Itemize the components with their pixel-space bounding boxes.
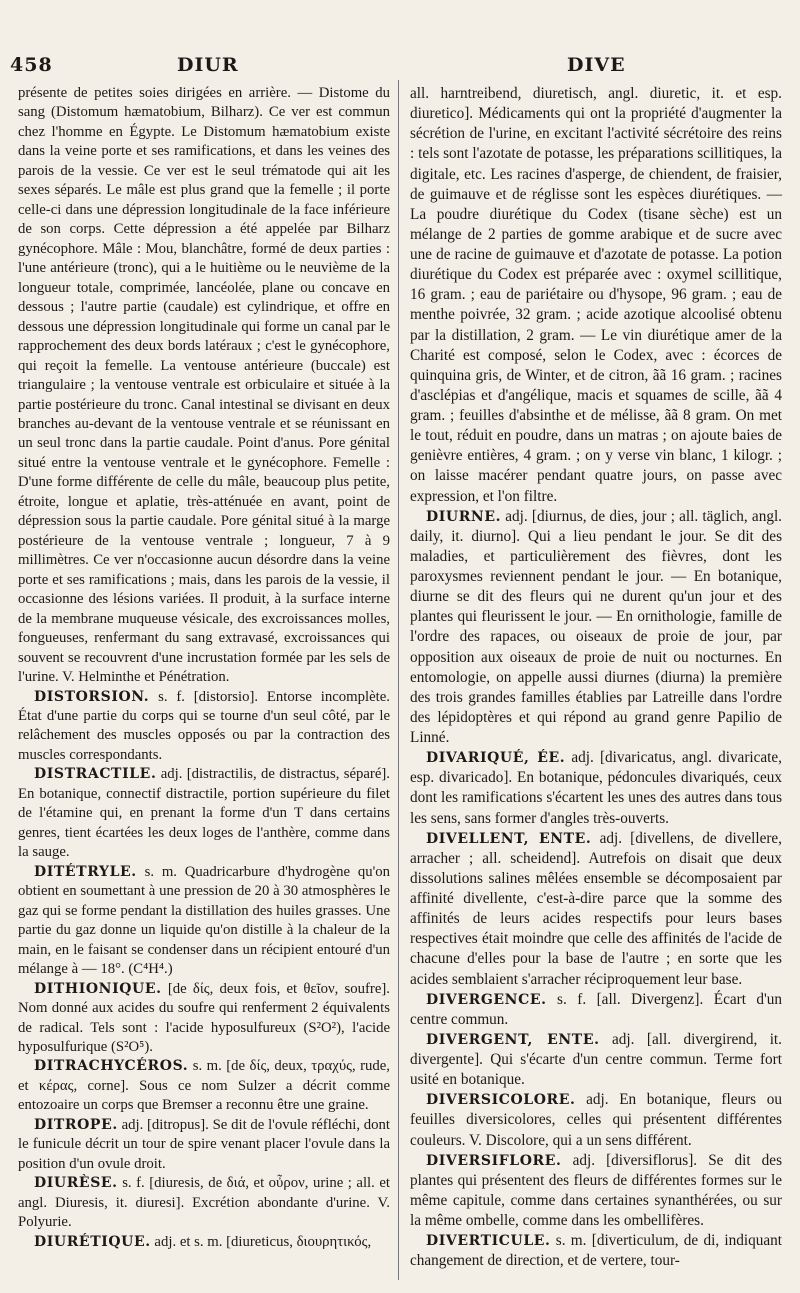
entry-text: adj. [distractilis, de distractus, séparé]. En botanique, connectif distractile, portion supérieure du filet de l'étamine qui, en prenant la forme d'un T dans certains genres, tient écartées les deux loges de l'anthère, comme dans la sauge.: [18, 766, 390, 861]
dictionary-entry: [18, 688, 390, 766]
page-header: [0, 50, 800, 78]
dictionary-entry: [410, 990, 782, 1030]
dictionary-entry: [18, 1116, 390, 1174]
dictionary-entry: [410, 1030, 782, 1090]
entry-text: adj. [diurnus, de dies, jour ; all. täglich, angl. daily, it. diurno]. Qui a lieu pendant le jour. Se dit des maladies, et particulièrement des fièvres, dont les paroxysmes reviennent pendant le jour. — En botanique, diurne se dit des fleurs qui ne durent qu'un jour et des plantes qui fleurissent le jour. — En ornithologie, famille de l'ordre des rapaces, ou oiseaux de proie de jour, par opposition aux oiseaux de proie de nuit ou nocturnes. En entomologie, on appelle aussi diurnes (diurna) la première des trois grandes familles établies par Latreille dans l'ordre des lépidoptères et qui répond au grand genre Papilio de Linné.: [410, 507, 782, 746]
column-divider: [398, 80, 399, 1280]
entry-headword: DITRACHYCÉROS.: [34, 1058, 189, 1075]
entry-headword: DITHIONIQUE.: [34, 980, 162, 997]
entry-headword: DIVERSIFLORE.: [426, 1152, 562, 1169]
entry-text: adj. En botanique, fleurs ou feuilles diversicolores, celles qui présentent différentes couleurs. V. Discolore, qui a un sens différent.: [410, 1091, 782, 1149]
entry-text: adj. [divaricatus, angl. divaricate, esp. divaricado]. En botanique, pédoncules divariqués, ceux dont les ramifications s'écartent les unes des autres dans tous les sens, sans former d'angles très-ouverts.: [410, 749, 782, 827]
entry-headword: DITÉTRYLE.: [34, 863, 137, 880]
entry-text: présente de petites soies dirigées en arrière. — Distome du sang (Distomum hæmatobium, Bilharz). Ce ver est commun chez l'homme en Égypte. Le Distomum hæmatobium existe dans la veine porte et ses ramifications, et dans les veines des parois de la vessie. Ce ver est le seul trématode qui ait les sexes séparés. Le mâle est plus grand que la femelle ; il porte celle-ci dans une dépression longitudinale de la face inférieure de son corps. Cette dépression a été appelée par Bilharz gynécophore. Mâle : Mou, blanchâtre, formé de deux parties : l'une antérieure (tronc), qui a le huitième ou le neuvième de la longueur totale, comprimée, lancéolée, plane ou concave en dessous ; l'autre partie (caudale) est cylindrique, et offre en dessous une dépression longitudinale qui forme un canal par le rapprochement des deux bords latéraux ; c'est le gynécophore, qui reçoit la femelle. La ventouse antérieure (buccale) est triangulaire ; la ventouse ventrale est orbiculaire et située à la partie postérieure du tronc. Canal intestinal se divisant en deux branches au-devant de la ventouse ventrale et se réunissant en un seul tronc dans la partie caudale. Point d'anus. Pore génital situé entre la ventouse ventrale et le gynécophore. Femelle : D'une forme différente de celle du mâle, beaucoup plus petite, étroite, longue et aplatie, très-atténuée en avant, point de dépression sous la partie caudale. Pore génital situé à la marge postérieure de la ventouse ventrale ; longueur, 7 à 9 millimètres. Ce ver n'occasionne aucun désordre dans la veine porte et ses ramifications ; mais, dans les parois de la vessie, il occasionne des lésions variées. Il produit, à la surface interne de la membrane muqueuse vésicale, des excroissances molles, fongueuses, renfermant du sang extravasé, excroissances qui souvent se recouvrent d'une incrustation formée par les sels de l'urine. V. Helminthe et Pénétration.: [18, 85, 390, 686]
entry-headword: DISTORSION.: [34, 688, 150, 705]
entry-text: all. harntreibend, diuretisch, angl. diuretic, it. et esp. diuretico]. Médicaments qui ont la propriété d'augmenter la sécrétion de l'urine, en excitant l'activité sécrétoire des reins : tels sont l'azotate de potasse, les préparations scillitiques, la digitale, etc. Les racines d'asperge, de chiendent, de fraisier, de guimauve et de réglisse sont les espèces diurétiques. — La poudre diurétique du Codex (tisane sèche) est un mélange de 2 parties de gomme arabique et de sucre avec une de racine de guimauve et d'azotate de potasse. La potion diurétique du Codex est préparée avec : oxymel scillitique, 16 gram. ; eau de pariétaire ou d'hysope, 96 gram. ; eau de menthe poivrée, 32 gram. ; acide azotique alcoolisé obtenu par la distillation, 2 gram. — Le vin diurétique amer de la Charité est composé, selon le Codex, avec : écorces de quinquina gris, de Winter, et de citron, ãã 16 gram. ; racines d'asclépias et d'angélique, macis et squames de scille, ãã 4 gram. ; feuilles d'absinthe et de mélisse, ãã 8 gram. On met le tout, réduit en poudre, dans un matras ; on ajoute baies de genièvre entières, 4 gram. ; on y verse vin blanc, 1 kilogr. ; on laisse macérer pendant quatre jours, on passe avec expression, et l'on filtre.: [410, 85, 782, 505]
entry-text: s. m. [diverticulum, de di, indiquant changement de direction, et de vertere, tour-: [410, 1232, 782, 1270]
entry-headword: DIURÉTIQUE.: [34, 1233, 151, 1250]
right-column: [410, 84, 782, 1271]
dictionary-entry: [18, 765, 390, 862]
entry-text: s. f. [distorsio]. Entorse incomplète. État d'une partie du corps qui se tourne d'un seul côté, par le relâchement des muscles opposés ou par la contraction des muscles correspondants.: [18, 688, 390, 763]
entry-text: [de δίς, deux fois, et θεῖον, soufre]. Nom donné aux acides du soufre qui renferment 2 équivalents de radical. Tels sont : l'acide hyposulfureux (S²O²), l'acide hyposulfurique (S²O⁵).: [18, 980, 390, 1055]
dictionary-entry: [410, 829, 782, 990]
entry-headword: DIURNE.: [426, 508, 502, 525]
entry-text: adj. [divellens, de divellere, arracher ; all. scheidend]. Autrefois on disait que deux dissolutions salines mêlées ensemble se décomposaient par affinité divellente, c'est-à-dire parce que la somme des affinités de leurs acides respectifs pour leurs bases respectives était moindre que celle des affinités de l'acide de chacune d'elles pour la base de l'autre ; en sorte que les acides semblaient s'arracher réciproquement leur base.: [410, 829, 782, 988]
entry-text: adj. [diversiflorus]. Se dit des plantes qui présentent des fleurs de différentes formes sur le même capitule, comme dans certaines synanthérées, ou sur la même ombelle, comme dans les ombellifères.: [410, 1151, 782, 1229]
entry-headword: DIURÈSE.: [34, 1175, 118, 1192]
entry-text: s. f. [diuresis, de διά, et οὖρον, urine ; all. et angl. Diuresis, it. diuresi]. Excrétion abondante d'urine. V. Polyurie.: [18, 1175, 390, 1231]
entry-text: s. m. [de δίς, deux, τραχύς, rude, et κέρας, corne]. Sous ce nom Sulzer a décrit comme entozoaire un corps que Bremser a reconnu être une graine.: [18, 1058, 390, 1114]
left-column: [18, 84, 390, 1252]
page-number: 458: [10, 54, 53, 76]
entry-headword: DIVARIQUÉ, ÉE.: [426, 750, 566, 767]
entry-text: adj. [all. divergirend, it. divergente]. Qui s'écarte d'un centre commun. Terme fort usité en botanique.: [410, 1030, 782, 1089]
dictionary-entry: [410, 1151, 782, 1232]
dictionary-entry: [18, 980, 390, 1058]
dictionary-entry: [410, 748, 782, 829]
dictionary-entry: [18, 84, 390, 688]
entry-text: s. m. Quadricarbure d'hydrogène qu'on obtient en soumettant à une pression de 20 à 30 atmosphères le gaz qui se forme pendant la distillation des huiles grasses. Une partie du gaz donne un liquide qu'on distille à la chaleur de la main, en le faisant se condenser dans un récipient entouré d'un mélange à — 18°. (C⁴H⁴.): [18, 863, 390, 978]
dictionary-entry: [410, 1231, 782, 1271]
entry-text: adj. et s. m. [diureticus, διουρητικός,: [154, 1233, 372, 1250]
dictionary-entry: [18, 863, 390, 980]
entry-text: s. f. [all. Divergenz]. Écart d'un centre commun.: [410, 990, 783, 1028]
entry-headword: DIVELLENT, ENTE.: [426, 830, 592, 847]
dictionary-entry: [18, 1233, 390, 1252]
dictionary-entry: [18, 1174, 390, 1232]
entry-headword: DISTRACTILE.: [34, 766, 157, 783]
entry-text: adj. [ditropus]. Se dit de l'ovule réfléchi, dont le funicule décrit un tour de spire venant placer l'ovule dans la position d'un ovule droit.: [18, 1116, 391, 1172]
left-running-head: DIUR: [177, 54, 239, 76]
entry-headword: DIVERGENCE.: [426, 991, 547, 1008]
dictionary-entry: [410, 507, 782, 749]
dictionary-entry: [410, 1090, 782, 1150]
dictionary-entry: [18, 1057, 390, 1115]
entry-headword: DIVERTICULE.: [426, 1233, 551, 1250]
entry-headword: DITROPE.: [34, 1116, 118, 1133]
entry-headword: DIVERGENT, ENTE.: [426, 1031, 600, 1048]
entry-headword: DIVERSICOLORE.: [426, 1092, 576, 1109]
right-running-head: DIVE: [567, 54, 626, 76]
dictionary-entry: [410, 84, 782, 507]
